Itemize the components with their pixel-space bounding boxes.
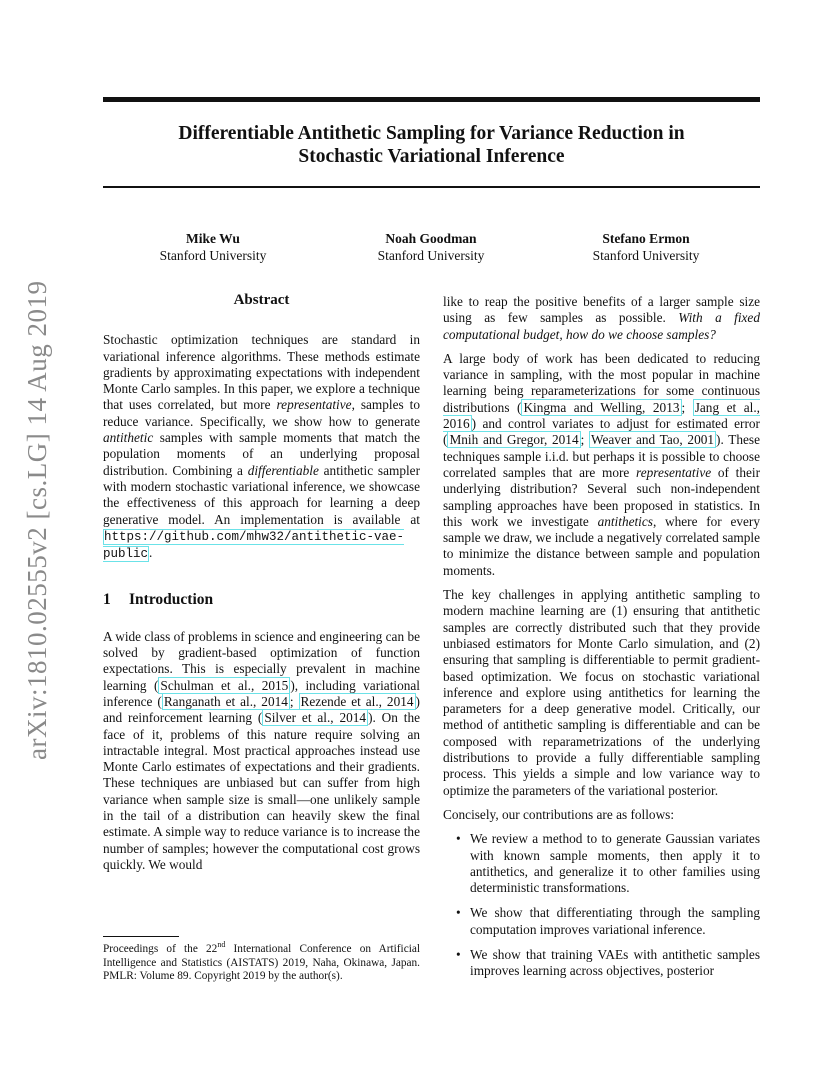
bullet-icon: • xyxy=(456,831,461,847)
top-rule xyxy=(103,97,760,102)
author-affiliation: Stanford University xyxy=(159,248,267,263)
citation-link[interactable]: Weaver and Tao, 2001 xyxy=(591,432,715,448)
bullet-icon: • xyxy=(456,946,461,962)
author-name: Stefano Ermon xyxy=(602,231,690,246)
citation-link[interactable]: Ranganath et al., 2014 xyxy=(163,693,288,709)
list-item: • We show that training VAEs with antithetic samples improves learning across objectives, posterior xyxy=(456,946,760,979)
author-name: Mike Wu xyxy=(186,231,240,246)
citation-link[interactable]: Schulman et al., 2015 xyxy=(160,677,289,693)
citation-link[interactable]: Silver et al., 2014 xyxy=(264,710,367,726)
author-2 xyxy=(321,230,541,264)
github-link[interactable]: https://github.com/mhw32/antithetic-vae-public xyxy=(103,529,405,562)
abstract-text: Stochastic optimization techniques are standard in variational inference algorithms. These methods estimate gradients by approximating expectations with independent Monte Carlo samples. In this paper, we explore a technique that uses correlated, but more representative, samples to reduce variance. Specifically, we show how to generate antithetic samples with sample moments that match the population moments of an underlying proposal distribution. Combining a differentiable antithetic sampler with modern stochastic variational inference, we showcase the effectiveness of this approach for learning a deep generative model. An implementation is available at https://github.com/mhw32/antithetic-vae-public. xyxy=(103,332,421,562)
citation-link[interactable]: Jang et al., 2016 xyxy=(443,399,760,432)
author-3 xyxy=(536,230,756,264)
bullet-icon: • xyxy=(456,905,461,921)
author-name: Noah Goodman xyxy=(385,231,477,246)
paragraph-1: like to reap the positive benefits of a larger sample size using as few samples as possible. With a fixed computational budget, how do we choose samples? xyxy=(443,294,760,342)
citation-link[interactable]: Kingma and Welling, 2013 xyxy=(523,399,680,415)
contributions-list xyxy=(443,831,760,979)
section-title: Introduction xyxy=(129,591,214,609)
title-line-2: Stochastic Variational Inference xyxy=(298,146,565,167)
author-1 xyxy=(103,230,323,264)
left-column xyxy=(103,292,420,881)
citation-link[interactable]: Rezende et al., 2014 xyxy=(300,693,414,709)
paper-title xyxy=(103,122,760,168)
citation-link[interactable]: Mnih and Gregor, 2014 xyxy=(449,432,579,448)
author-affiliation: Stanford University xyxy=(592,248,700,263)
author-affiliation: Stanford University xyxy=(377,248,485,263)
title-line-1: Differentiable Antithetic Sampling for Variance Reduction in xyxy=(178,123,685,144)
abstract-heading: Abstract xyxy=(233,292,290,308)
section-number: 1 xyxy=(103,591,111,609)
author-block xyxy=(103,230,760,270)
paragraph-3: The key challenges in applying antithetic sampling to modern machine learning are (1) ensuring that antithetic samples are correctly distributed such that they provide unbiased estimators for Monte Carlo simulation, and (2) ensuring that sampling is differentiable to permit gradient-based optimization. We focus on stochastic variational inference and explore using antithetics for learning the parameters for a deep generative model. Critically, our method of antithetic sampling is differentiable and can be composed with reparametrizations of the underlying distributions to provide a fully differentiable sampling process. This yields a simple and low variance way to optimize the parameters of the variational posterior. xyxy=(443,587,760,798)
footnote-rule xyxy=(103,936,179,937)
right-column xyxy=(443,294,760,989)
footnote: Proceedings of the 22nd International Conference on Artificial Intelligence and Statistics (AISTATS) 2019, Naha, Okinawa, Japan. PMLR: Volume 89. Copyright 2019 by the author(s). xyxy=(103,936,420,984)
section-heading-introduction xyxy=(103,592,420,608)
list-item: • We review a method to to generate Gaussian variates with known sample moments, then apply it to antithetics, and generalize it to other families using deterministic transformations. xyxy=(456,831,760,896)
paragraph-4: Concisely, our contributions are as follows: xyxy=(443,806,675,822)
title-rule xyxy=(103,186,760,188)
arxiv-stamp: arXiv:1810.02555v2 [cs.LG] 14 Aug 2019 xyxy=(22,280,52,760)
paragraph-2: A large body of work has been dedicated to reducing variance in sampling, with the most popular in machine learning being reparameterizations for some continuous distributions ( Kingma and Welling, 2013 ; Jang et al., 2016 ) and control variates to adjust for estimated error ( Mnih and Gregor, 2014 ; Weaver and Tao, 2001 ). These techniques sample i.i.d. but perhaps it is possible to choose correlated samples that are more representative of their underlying distribution? Several such non-independent sampling approaches have been proposed in statistics. In this work we investigate antithetics, where for every sample we draw, we include a negatively correlated sample to minimize the distance between sample and population moments. xyxy=(443,350,760,578)
intro-paragraph: A wide class of problems in science and engineering can be solved by gradient-based optimization of function expectations. This is especially prevalent in machine learning ( Schulman et al., 2015 ), including variational inference ( Ranganath et al., 2014 ; Rezende et al., 2014 ) and reinforcement learning ( Silver et al., 2014 ). On the face of it, problems of this nature require solving an intractable integral. Most practical approaches instead use Monte Carlo estimates of expectations and their gradients. These techniques are unbiased but can suffer from high variance when sample size is small—one unlikely sample in the tail of a distribution can heavily skew the final estimate. A simple way to reduce variance is to increase the number of samples; however the computational cost grows quickly. We would xyxy=(103,628,421,872)
list-item: • We show that differentiating through the sampling computation improves variational inference. xyxy=(456,905,760,937)
